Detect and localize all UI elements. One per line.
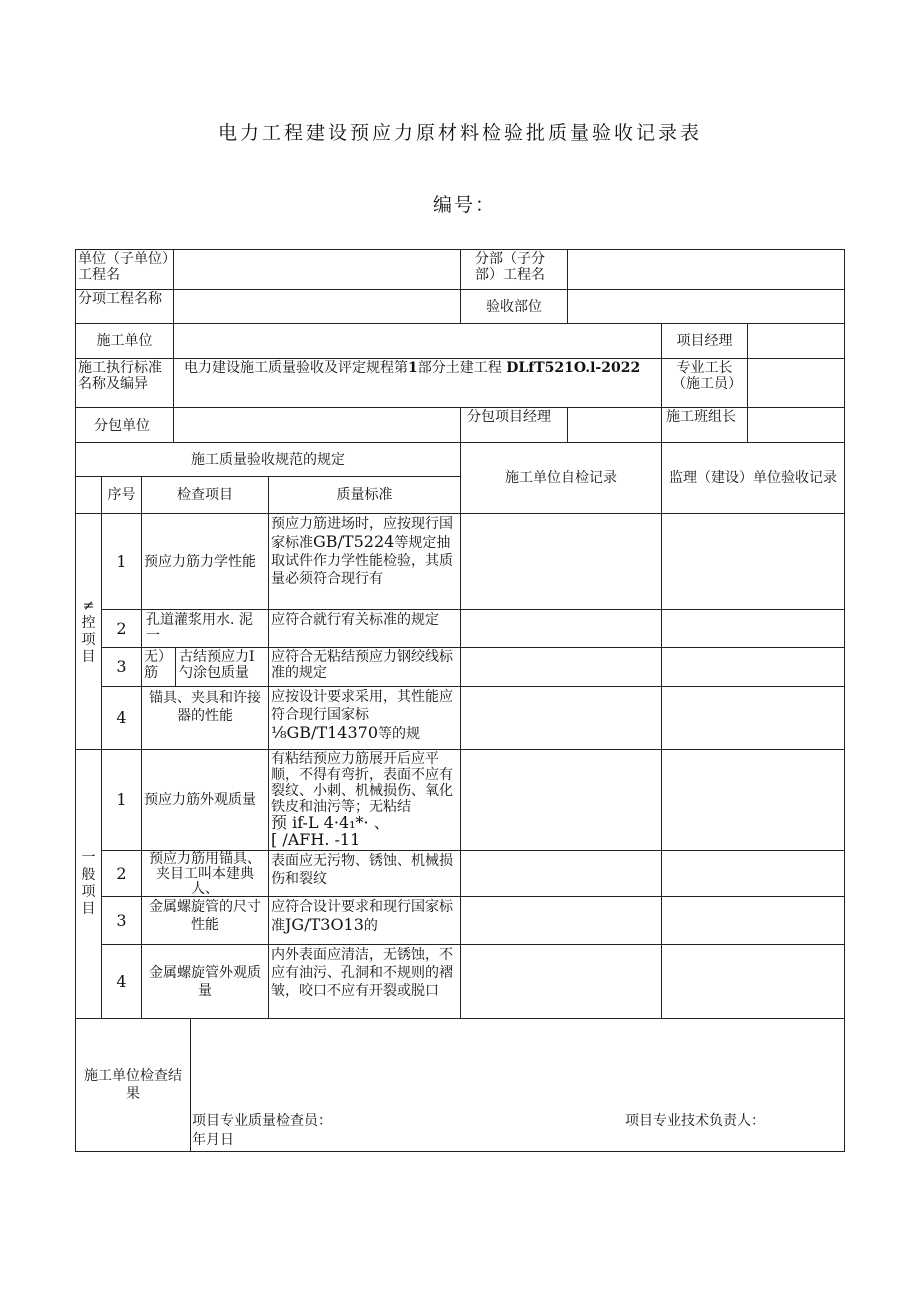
- unit-project-field[interactable]: [173, 249, 461, 290]
- sub-manager-field[interactable]: [567, 407, 662, 443]
- general-row-3-standard: [268, 896, 461, 945]
- main-row-2-no: 2: [101, 609, 142, 648]
- main-row-1-standard-c: 等规定抽取试件作力学性能检验，其质量必须符合现行有: [271, 535, 453, 587]
- standard-value-a: 电力建设施工质量验收及评定规程第: [184, 360, 408, 376]
- document-title: 电力工程建设预应力原材料检验批质量验收记录表: [217, 122, 702, 144]
- main-row-3-standard: 应符合无粘结预应力钢绞线标准的规定: [268, 647, 461, 687]
- acceptance-part-label: 验收部位: [460, 289, 568, 324]
- project-manager-label: 项目经理: [661, 323, 748, 359]
- team-leader-field[interactable]: [747, 407, 845, 443]
- general-row-3-standard-c: 的: [363, 918, 378, 934]
- construction-unit-field[interactable]: [173, 323, 662, 359]
- tech-leader-label: 项目专业技术负责人：: [625, 1113, 765, 1129]
- general-row-2-no: 2: [101, 850, 142, 897]
- item-project-label: 分项工程名称: [75, 289, 174, 324]
- main-row-1-no: 1: [101, 513, 142, 610]
- main-row-3-self-check[interactable]: [460, 647, 662, 687]
- general-row-4-standard: 内外表面应清洁，无锈蚀，不应有油污、孔洞和不规则的褶皱，咬口不应有开裂或脱口: [268, 944, 461, 1019]
- general-row-1-item: 预应力筋外观质量: [141, 749, 269, 851]
- main-row-3-item-right: 古结预应力I勺涂包质量: [175, 647, 269, 687]
- standard-code: DLfT521O.l-2022: [506, 360, 641, 376]
- general-row-2-item: 预应力筋用锚具、夹目工叫本建典人、: [141, 850, 269, 897]
- blank-header-cell: [75, 476, 102, 514]
- main-row-4-supervisor[interactable]: [661, 686, 845, 750]
- general-row-3-item: 金属螺旋管的尺寸性能: [141, 896, 269, 945]
- general-row-1-standard-b: 预 if-L 4·4₁*· 、: [271, 813, 390, 832]
- general-label: 一般项目: [75, 749, 102, 1019]
- general-row-1-self-check[interactable]: [460, 749, 662, 851]
- general-row-2-self-check[interactable]: [460, 850, 662, 897]
- main-row-3-item-left: 无）筋: [141, 647, 176, 687]
- general-row-3-standard-a: 应符合设计要求和现行国家标准: [271, 899, 453, 934]
- main-row-4-no: 4: [101, 686, 142, 750]
- foreman-field[interactable]: [747, 358, 845, 408]
- acceptance-part-field[interactable]: [567, 289, 845, 324]
- main-row-2-supervisor[interactable]: [661, 609, 845, 648]
- sub-project-field[interactable]: [567, 249, 845, 290]
- general-row-3-standard-code: JG/T3O13: [285, 915, 364, 934]
- main-row-4-standard-a: 应按设计要求采用，其性能应符合现行国家标: [271, 689, 453, 723]
- main-row-4-standard-code: ⅛GB/T14370: [271, 723, 379, 742]
- general-row-3-no: 3: [101, 896, 142, 945]
- subcontractor-label: 分包单位: [75, 407, 174, 443]
- main-row-1-item: 预应力筋力学性能: [141, 513, 269, 610]
- general-row-3-supervisor[interactable]: [661, 896, 845, 945]
- standard-label: 施工执行标准名称及编异: [75, 358, 174, 408]
- general-row-2-standard: 表面应无污物、锈蚀、机械损伤和裂纹: [268, 850, 461, 897]
- general-row-2-supervisor[interactable]: [661, 850, 845, 897]
- general-row-4-self-check[interactable]: [460, 944, 662, 1019]
- general-row-1-standard-a: 有粘结预应力筋展开后应平顺，不得有弯折，表面不应有裂纹、小刺、机械损伤、氧化铁皮和油污等；无粘结: [271, 751, 453, 815]
- sub-manager-label: 分包项目经理: [460, 407, 568, 443]
- team-leader-label: 施工班组长: [661, 407, 748, 443]
- main-row-1-standard: [268, 513, 461, 610]
- supervisor-header: 监理（建设）单位验收记录: [661, 442, 845, 514]
- main-row-4-standard: [268, 686, 461, 750]
- main-row-1-supervisor[interactable]: [661, 513, 845, 610]
- main-row-1-standard-code: GB/T5224: [313, 532, 395, 551]
- sub-project-label: 分部（子分部）工程名: [460, 249, 568, 290]
- general-row-4-item: 金属螺旋管外观质量: [141, 944, 269, 1019]
- main-row-4-standard-c: 等的规: [378, 726, 421, 742]
- general-row-1-standard: [268, 749, 461, 851]
- main-row-4-self-check[interactable]: [460, 686, 662, 750]
- unit-project-label: 单位（子单位）工程名: [75, 249, 174, 290]
- general-row-1-no: 1: [101, 749, 142, 851]
- main-row-2-item: 孔道灌浆用水. 泥一: [141, 609, 269, 648]
- result-label: 施工单位检查结果: [75, 1018, 191, 1152]
- spec-header: 施工质量验收规范的规定: [75, 442, 461, 477]
- document-number-label: 编号：: [433, 194, 497, 216]
- construction-unit-label: 施工单位: [75, 323, 174, 359]
- standard-header: 质量标准: [268, 476, 461, 514]
- standard-value-b: 1: [408, 360, 418, 376]
- date-label: 年月日: [192, 1132, 234, 1148]
- main-row-2-self-check[interactable]: [460, 609, 662, 648]
- main-row-4-item: 锚具、夹具和许接器的性能: [141, 686, 269, 750]
- main-row-1-standard-a: 预应力筋进场时，应按现行国家标准: [271, 516, 453, 551]
- project-manager-field[interactable]: [747, 323, 845, 359]
- general-row-1-supervisor[interactable]: [661, 749, 845, 851]
- main-row-1-self-check[interactable]: [460, 513, 662, 610]
- standard-value-c: 部分土建工程: [417, 360, 502, 376]
- main-row-3-supervisor[interactable]: [661, 647, 845, 687]
- main-row-3-no: 3: [101, 647, 142, 687]
- item-project-field[interactable]: [173, 289, 461, 324]
- item-header: 检查项目: [141, 476, 269, 514]
- general-row-4-supervisor[interactable]: [661, 944, 845, 1019]
- inspector-label: 项目专业质量检查员：: [192, 1113, 332, 1129]
- standard-value: [173, 358, 662, 408]
- main-row-2-standard: 应符合就行宥关标准的规定: [268, 609, 461, 648]
- general-row-3-self-check[interactable]: [460, 896, 662, 945]
- result-area[interactable]: [190, 1018, 845, 1152]
- seq-header: 序号: [101, 476, 142, 514]
- main-control-label: ≠控项目: [75, 513, 102, 750]
- general-row-1-standard-c: [ /AFH. -11: [271, 830, 361, 849]
- foreman-label: 专业工长（施工员）: [661, 358, 748, 408]
- subcontractor-field[interactable]: [173, 407, 461, 443]
- acceptance-record-form: [75, 249, 845, 1152]
- self-check-header: 施工单位自检记录: [460, 442, 662, 514]
- general-row-4-no: 4: [101, 944, 142, 1019]
